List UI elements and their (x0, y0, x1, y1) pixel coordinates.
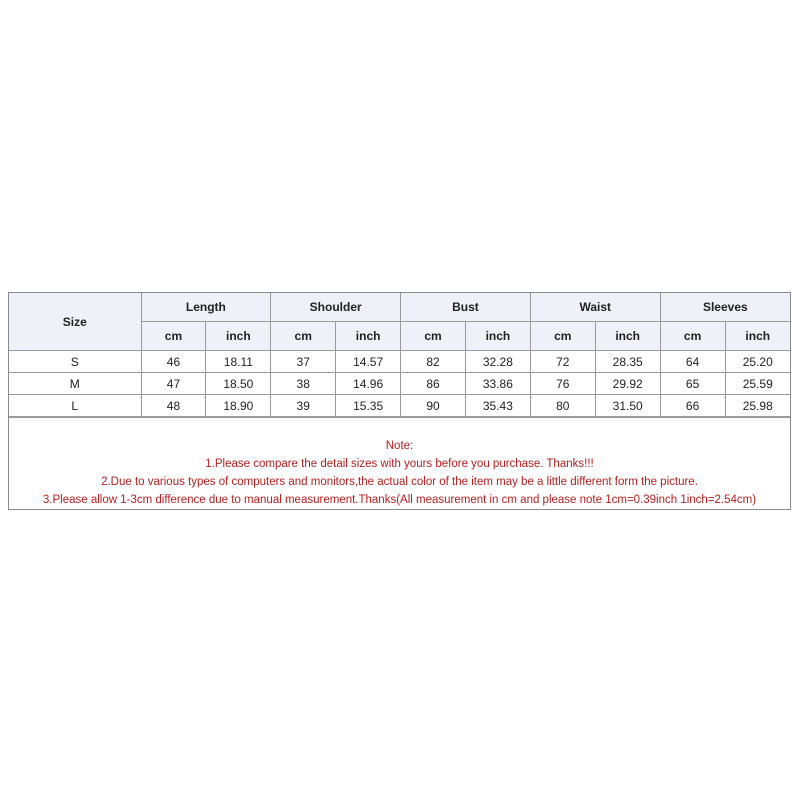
table-cell: 18.11 (206, 351, 271, 373)
table-cell: 64 (660, 351, 725, 373)
unit-header-cm: cm (530, 322, 595, 351)
group-header-bust: Bust (401, 293, 531, 322)
size-chart (8, 292, 791, 510)
table-row-l (9, 395, 790, 417)
table-cell: 48 (141, 395, 206, 417)
group-header-shoulder: Shoulder (271, 293, 401, 322)
table-cell: 82 (401, 351, 466, 373)
table-cell: 25.59 (725, 373, 790, 395)
size-table (9, 293, 790, 417)
group-header-length: Length (141, 293, 271, 322)
table-cell: 28.35 (595, 351, 660, 373)
table-cell: 66 (660, 395, 725, 417)
table-cell: 18.50 (206, 373, 271, 395)
table-cell: 80 (530, 395, 595, 417)
size-header: Size (9, 293, 141, 351)
table-cell: 35.43 (465, 395, 530, 417)
group-header-sleeves: Sleeves (660, 293, 790, 322)
table-row-s (9, 351, 790, 373)
unit-header-inch: inch (465, 322, 530, 351)
unit-header-inch: inch (336, 322, 401, 351)
table-cell: 14.96 (336, 373, 401, 395)
header-row-groups (9, 293, 790, 322)
table-cell: 33.86 (465, 373, 530, 395)
table-cell: 14.57 (336, 351, 401, 373)
table-cell: 47 (141, 373, 206, 395)
note-line-1: 1.Please compare the detail sizes with yours before you purchase. Thanks!!! (205, 458, 594, 470)
group-header-waist: Waist (530, 293, 660, 322)
unit-header-inch: inch (725, 322, 790, 351)
unit-header-cm: cm (660, 322, 725, 351)
unit-header-inch: inch (595, 322, 660, 351)
unit-header-cm: cm (141, 322, 206, 351)
table-cell: 25.20 (725, 351, 790, 373)
table-cell: 29.92 (595, 373, 660, 395)
table-cell: 15.35 (336, 395, 401, 417)
table-cell: 18.90 (206, 395, 271, 417)
notes-title: Note: (385, 440, 414, 452)
table-cell: 25.98 (725, 395, 790, 417)
unit-header-cm: cm (401, 322, 466, 351)
unit-header-inch: inch (206, 322, 271, 351)
table-cell: 31.50 (595, 395, 660, 417)
table-cell: 65 (660, 373, 725, 395)
table-cell: 46 (141, 351, 206, 373)
unit-header-cm: cm (271, 322, 336, 351)
size-cell: M (9, 373, 141, 395)
note-line-3: 3.Please allow 1-3cm difference due to manual measurement.Thanks(All measurement in cm and please note 1cm=0.39inch 1inch=2.54cm) (42, 494, 757, 506)
table-cell: 90 (401, 395, 466, 417)
note-line-2: 2.Due to various types of computers and monitors,the actual color of the item may be a little different form the picture. (101, 476, 698, 488)
table-cell: 72 (530, 351, 595, 373)
table-cell: 38 (271, 373, 336, 395)
table-cell: 32.28 (465, 351, 530, 373)
size-cell: L (9, 395, 141, 417)
notes-section (9, 417, 790, 509)
size-cell: S (9, 351, 141, 373)
table-cell: 39 (271, 395, 336, 417)
table-row-m (9, 373, 790, 395)
table-cell: 86 (401, 373, 466, 395)
table-cell: 37 (271, 351, 336, 373)
table-cell: 76 (530, 373, 595, 395)
